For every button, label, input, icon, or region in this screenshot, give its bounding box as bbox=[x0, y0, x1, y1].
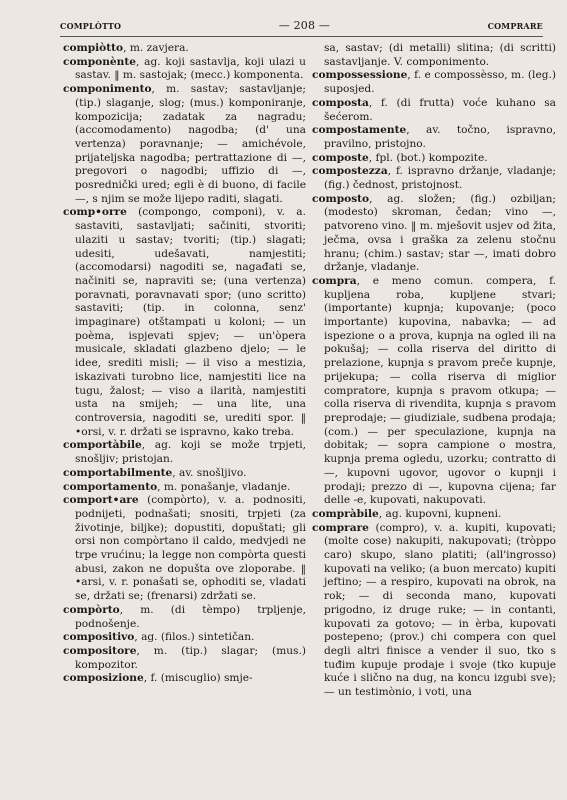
entry-headword: comportabilmente bbox=[63, 466, 173, 479]
entry-headword: compòrto bbox=[63, 603, 120, 616]
entry-definition: , ag. (filos.) sintetičan. bbox=[134, 631, 255, 644]
dictionary-entry bbox=[63, 206, 306, 439]
entry-definition: , f. ispravno držanje, vladanje; (fig.) čednost, pristojnost. bbox=[324, 165, 556, 192]
left-column bbox=[63, 42, 306, 796]
entry-definition: , ag. koji se može trpjeti, snošljiv; pristojan. bbox=[75, 439, 306, 466]
entry-definition: , m. zavjera. bbox=[123, 42, 189, 54]
dictionary-entry bbox=[63, 439, 306, 466]
running-head-left: complòtto bbox=[60, 18, 122, 32]
dictionary-entry bbox=[63, 604, 306, 631]
entry-headword: componènte bbox=[63, 55, 136, 68]
entry-headword: compositore bbox=[63, 644, 137, 657]
dictionary-entry bbox=[312, 124, 556, 151]
entry-definition: , f. (miscuglio) smje- bbox=[143, 672, 253, 685]
dictionary-entry bbox=[312, 165, 556, 192]
entry-definition: , ag. kupovni, kupneni. bbox=[378, 507, 502, 520]
entry-headword: comportamento bbox=[63, 480, 158, 493]
dictionary-entry bbox=[312, 508, 556, 522]
dictionary-entry bbox=[63, 494, 306, 604]
entry-definition: , ag. koji sastavlja, koji ulazi u sastav. ‖ m. sastojak; (mecc.) komponenta. bbox=[75, 55, 306, 82]
entry-definition: , ag. složen; (fig.) ozbiljan; (modesto) skroman, čedan; vino —, patvoreno vino. ‖ m. mješovit usjev od žita, ječma, ovsa i graška za zelenu stočnu hranu; (chim.) sastav; star —, imati dobro držanje, vladanje. bbox=[324, 192, 556, 274]
dictionary-entry bbox=[312, 42, 556, 69]
entry-definition: (compro), v. a. kupiti, kupovati; (molte cose) nakupiti, nakupovati; (tròppo caro) skupo, slano platiti; (all'ingrosso) kupovati na veliko; (a buon mercato) kupiti jeftino; — a respiro, kupovati na obrok, na rok; — di seconda mano, kupovati prigodno, iz druge ruke; — in contanti, kupovati za gotovo; — in èrba, kupovati postepeno; (prov.) chi compera con quel degli altri finisce a vender il suo, tko s tuđim kupuje prodaje i svoje (tko kupuje kuće i slično na dug, na koncu izgubi sve); — un testimònio, i voti, una bbox=[324, 521, 556, 699]
entry-headword: composta bbox=[312, 96, 369, 109]
entry-definition: , m. sastav; sastavljanje; (tip.) slaganje, slog; (mus.) komponiranje, kompozicija; zadatak za nagradu; (accomodamento) nagodba; (d' una vertenza) poravnanje; — amichévole, prijateljska nagodba; pertrattazione di —, pregovori o nagodbi; uffizio di —, posrednički ured; egli è di buono, di facile —, s njim se može lijepo raditi, slagati. bbox=[75, 83, 306, 205]
entry-headword: comportàbile bbox=[63, 439, 142, 452]
entry-headword: comp•orre bbox=[63, 206, 127, 219]
entry-definition: , av. točno, ispravno, pravilno, pristojno. bbox=[324, 124, 556, 150]
entry-definition: , e meno comun. compera, f. kupljena roba, kupljene stvari; (importante) kupnja; kupovanje; (poco importante) kupovina, nabavka; — ad ispezione o a prova, kupnja na ogled ili na pokušaj; — colla riserva del diritto di prelazione, kupnja s pravom preče kupnje, prijekupa; — colla riserva di miglior compratore, kupnja s pravom otkupa; — colla riserva di rivendita, kupnja s pravom preprodaje; — giudiziale, sudbena prodaja; (com.) — per speculazione, kupnja na dobitak; — sopra campione o mostra, kupnja prema ogledu, uzorku; contratto di —, kupovni ugovor, ugovor o kupnji i prodaji; prezzo di —, kupovna cijena; far delle -e, kupovati, nakupovati. bbox=[324, 274, 556, 507]
entry-headword: composte bbox=[312, 151, 369, 164]
dictionary-entry bbox=[63, 83, 306, 206]
entry-headword: compra bbox=[312, 274, 357, 287]
entry-definition: sa, sastav; (di metalli) slitina; (di scritti) sastavljanje. V. componimento. bbox=[324, 42, 556, 68]
entry-definition: (compòrto), v. a. podnositi, podnijeti, podnašati; snositi, trpjeti (za životinje, biljke); dopustiti, dopuštati; gli orsi non compòrtano il caldo, medvjedi ne trpe vrućinu; la legge non compòrta questi abusi, zakon ne dopušta ove zloporabe. ‖ •arsi, v. r. ponašati se, ophoditi se, vladati se, držati se; (frenarsi) zdržati se. bbox=[75, 494, 306, 603]
entry-headword: compositivo bbox=[63, 631, 135, 644]
dictionary-entry bbox=[312, 97, 556, 124]
entry-definition: , av. snošljivo. bbox=[172, 466, 247, 479]
entry-headword: compossessione bbox=[312, 69, 408, 82]
entry-definition: (compongo, componi), v. a. sastaviti, sastavljati; sačiniti, stvoriti; ulaziti u sastav; tvoriti; (tip.) slagati; udesiti, udešavati, namjestiti; (accomodarsi) nagoditi se, nagađati se, načiniti se, napraviti se; (una vertenza) poravnati, poravnavati spor; (uno scritto) sastaviti; (tip. in colonna, senz' impaginare) otštampati u koloni; — un poèma, ispjevati spjev; — un'òpera musicale, skladati glazbeno djelo; — le idee, srediti misli; — il viso a mestizia, iskazivati turobno lice, namjestiti lice na tugu, žalost; — viso a ilarità, namjestiti usta na smijeh; — una lite, una controversia, nagoditi se, urediti spor. ‖ •orsi, v. r. držati se ispravno, kako treba. bbox=[75, 206, 306, 438]
entry-headword: componimento bbox=[63, 83, 152, 96]
entry-definition: , m. (tip.) slagar; (mus.) kompozitor. bbox=[75, 644, 306, 671]
dictionary-entry bbox=[63, 481, 306, 495]
entry-headword: comport•are bbox=[63, 494, 139, 507]
entry-headword: compostamente bbox=[312, 124, 407, 137]
entry-headword: comprare bbox=[312, 521, 369, 534]
dictionary-entry bbox=[63, 56, 306, 83]
entry-definition: , m. ponašanje, vladanje. bbox=[157, 480, 291, 493]
dictionary-entry bbox=[312, 152, 556, 166]
entry-definition: , f. e compossèsso, m. (leg.) suposjed. bbox=[324, 69, 556, 96]
entry-definition: , f. (di frutta) voće kuhano sa šećerom. bbox=[324, 96, 556, 123]
entry-headword: compràbile bbox=[312, 507, 379, 520]
entry-headword: compostezza bbox=[312, 165, 388, 178]
page-number: — 208 — bbox=[278, 19, 331, 32]
dictionary-entry bbox=[312, 193, 556, 275]
dictionary-entry bbox=[63, 645, 306, 672]
running-head bbox=[60, 18, 543, 34]
entry-definition: , m. (di tèmpo) trpljenje, podnošenje. bbox=[75, 603, 306, 630]
right-column bbox=[312, 42, 556, 796]
dictionary-entry bbox=[63, 42, 306, 56]
entry-headword: compiòtto bbox=[63, 42, 124, 54]
dictionary-entry bbox=[312, 522, 556, 700]
running-head-right: comprare bbox=[487, 18, 543, 32]
entry-headword: composto bbox=[312, 192, 370, 205]
dictionary-entry bbox=[312, 69, 556, 96]
dictionary-entry bbox=[312, 275, 556, 508]
dictionary-entry bbox=[63, 631, 306, 645]
dictionary-entry bbox=[63, 467, 306, 481]
dictionary-entry bbox=[63, 672, 306, 686]
entry-headword: composizione bbox=[63, 672, 144, 685]
entry-definition: , fpl. (bot.) kompozite. bbox=[368, 151, 488, 164]
header-rule bbox=[60, 36, 543, 37]
